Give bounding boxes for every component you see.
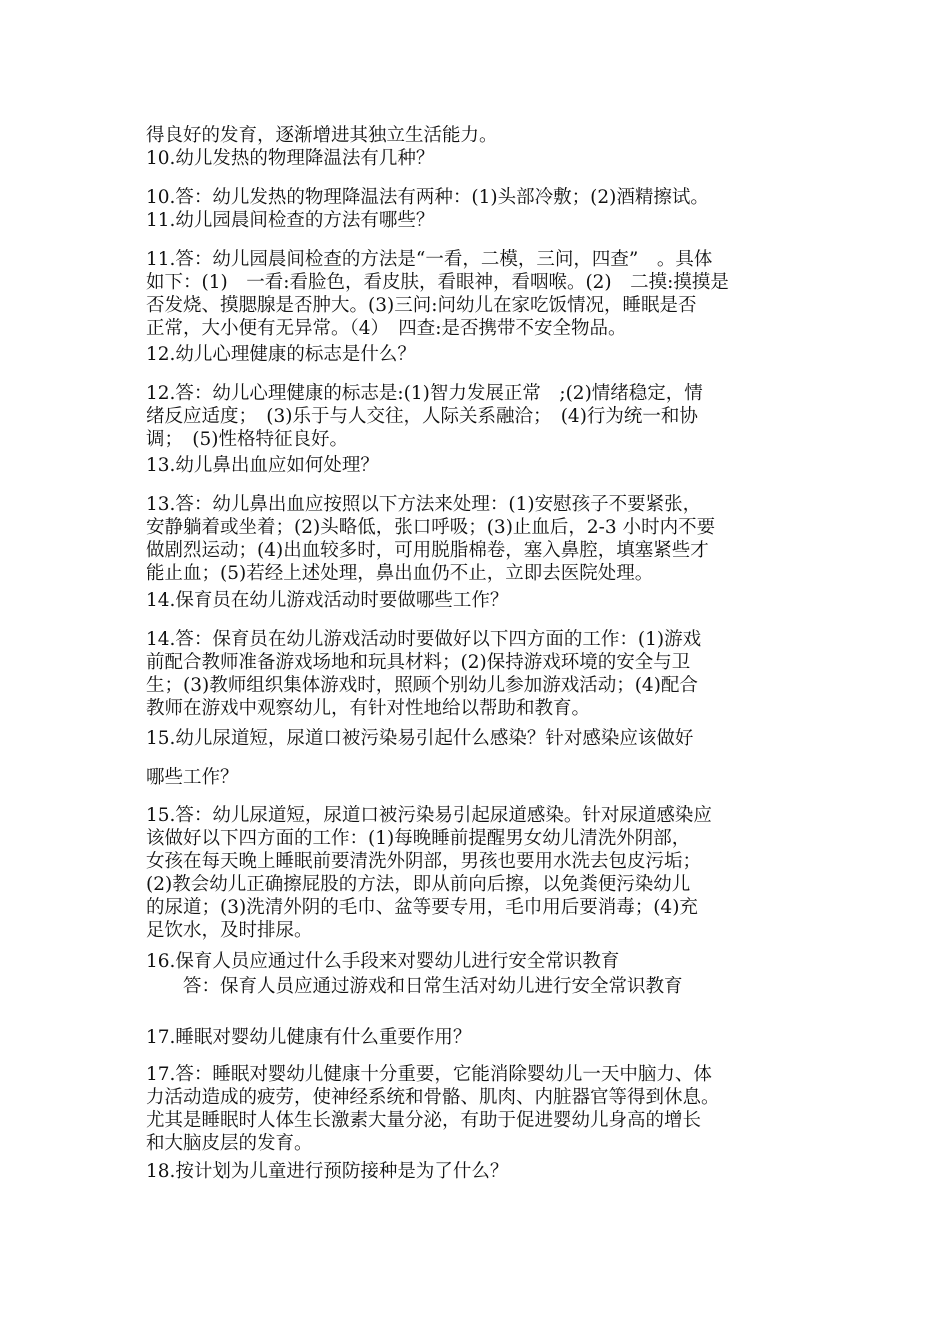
text-paragraph: 得良好的发育，逐渐增进其独立生活能力。 [146, 125, 498, 146]
answer-paragraph: 14.答：保育员在幼儿游戏活动时要做好以下四方面的工作：(1)游戏 前配合教师准备游戏场地和玩具材料；(2)保持游戏环境的安全与卫 生；(3)教师组织集体游戏时，照顾个别幼儿参加游戏活动；(4)配合 教师在游戏中观察幼儿，有针对性地给以帮助和教育。 [146, 629, 702, 719]
question-heading: 哪些工作？ [146, 767, 239, 788]
question-heading: 15.幼儿尿道短，尿道口被污染易引起什么感染？针对感染应该做好 [146, 728, 694, 749]
answer-paragraph: 17.答：睡眠对婴幼儿健康十分重要，它能消除婴幼儿一天中脑力、体 力活动造成的疲劳，使神经系统和骨骼、肌肉、内脏器官等得到休息。 尤其是睡眠时人体生长激素大量分泌，有助于促进婴幼儿身高的增长 和大脑皮层的发育。 [146, 1064, 720, 1154]
answer-paragraph: 13.答：幼儿鼻出血应按照以下方法来处理：(1)安慰孩子不要紧张， 安静躺着或坐着；(2)头略低，张口呼吸；(3)止血后，2-3 小时内不要 做剧烈运动；(4)出血较多时，可用脱脂棉卷，塞入鼻腔，填塞紧些才 能止血；(5)若经上述处理，鼻出血仍不止，立即去医院处理。 [146, 494, 716, 584]
answer-paragraph: 15.答：幼儿尿道短，尿道口被污染易引起尿道感染。针对尿道感染应 该做好以下四方面的工作：(1)每晚睡前提醒男女幼儿清洗外阴部， 女孩在每天晚上睡眠前要清洗外阴部，男孩也要用水洗去包皮污垢； (2)教会幼儿正确擦屁股的方法，即从前向后擦，以免粪便污染幼儿 的尿道；(3)洗清外阴的毛巾、盆等要专用，毛巾用后要消毒；(4)充 足饮水，及时排尿。 [146, 805, 712, 941]
question-heading: 14.保育员在幼儿游戏活动时要做哪些工作？ [146, 590, 509, 611]
question-heading: 16.保育人员应通过什么手段来对婴幼儿进行安全常识教育 [146, 951, 620, 972]
question-heading: 13.幼儿鼻出血应如何处理？ [146, 455, 379, 476]
question-heading: 10.幼儿发热的物理降温法有几种？ [146, 148, 435, 169]
answer-paragraph: 答：保育人员应通过游戏和日常生活对幼儿进行安全常识教育 [146, 976, 683, 997]
question-heading: 17.睡眠对婴幼儿健康有什么重要作用？ [146, 1027, 472, 1048]
question-heading: 11.幼儿园晨间检查的方法有哪些？ [146, 210, 435, 231]
question-heading: 18.按计划为儿童进行预防接种是为了什么？ [146, 1161, 509, 1182]
answer-paragraph: 11.答：幼儿园晨间检查的方法是“一看，二模，三问，四查” 。具体 如下：(1) 一看:看脸色，看皮肤，看眼神，看咽喉。(2) 二摸:摸摸是 否发烧、摸腮腺是否肿大。(3)三问:问幼儿在家吃饭情况，睡眠是否 正常，大小便有无异常。（4） 四查:是否携带不安全物品。 [146, 249, 729, 339]
answer-paragraph: 12.答：幼儿心理健康的标志是:(1)智力发展正常 ;(2)情绪稳定，情 绪反应适度； (3)乐于与人交往，人际关系融洽； (4)行为统一和协 调； (5)性格特征良好。 [146, 383, 703, 450]
answer-paragraph: 10.答：幼儿发热的物理降温法有两种：(1)头部冷敷；(2)酒精擦试。 [146, 187, 709, 208]
question-heading: 12.幼儿心理健康的标志是什么？ [146, 344, 416, 365]
